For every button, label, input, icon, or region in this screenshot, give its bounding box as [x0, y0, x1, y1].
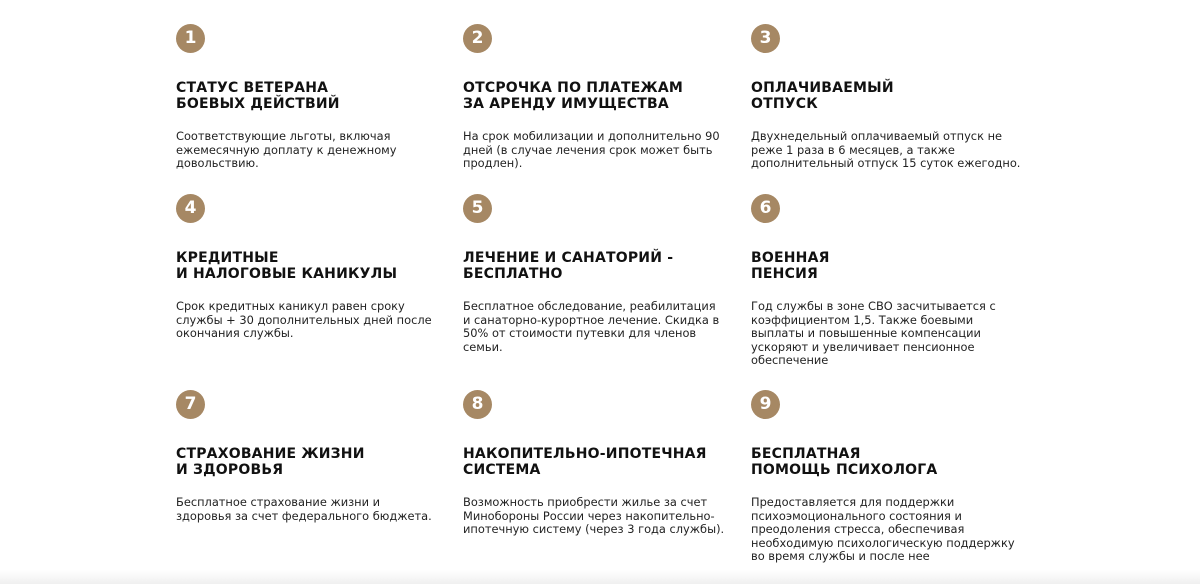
number-badge: 8 [463, 390, 492, 419]
benefit-description: Бесплатное страхование жизни и здоровья за счет федерального бюджета. [176, 495, 432, 523]
benefit-description: Предоставляется для поддержки психоэмоционального состояния и преодоления стресса, обеспечивая необходимую психологическую поддержку во время службы и после нее [751, 495, 1015, 564]
number-badge: 4 [176, 194, 205, 223]
number-badge: 7 [176, 390, 205, 419]
benefit-title: БЕСПЛАТНАЯ ПОМОЩЬ ПСИХОЛОГА [751, 446, 938, 478]
benefit-description: Год службы в зоне СВО засчитывается с коэффициентом 1,5. Также боевыми выплаты и повышенные компенсации ускоряют и увеличивает пенсионное обеспечение [751, 299, 996, 368]
benefit-title: СТРАХОВАНИЕ ЖИЗНИ И ЗДОРОВЬЯ [176, 446, 365, 478]
benefit-title: ОТСРОЧКА ПО ПЛАТЕЖАМ ЗА АРЕНДУ ИМУЩЕСТВА [463, 80, 684, 112]
number-badge: 6 [751, 194, 780, 223]
number-badge: 2 [463, 24, 492, 53]
benefit-title: ОПЛАЧИВАЕМЫЙ ОТПУСК [751, 80, 894, 112]
number-badge: 5 [463, 194, 492, 223]
benefit-title: СТАТУС ВЕТЕРАНА БОЕВЫХ ДЕЙСТВИЙ [176, 80, 340, 112]
benefit-description: Срок кредитных каникул равен сроку службы + 30 дополнительных дней после окончания службы. [176, 299, 432, 341]
number-badge: 1 [176, 24, 205, 53]
benefit-title: НАКОПИТЕЛЬНО-ИПОТЕЧНАЯ СИСТЕМА [463, 446, 707, 478]
benefit-title: ВОЕННАЯ ПЕНСИЯ [751, 250, 830, 282]
bottom-edge-shadow [0, 570, 1200, 584]
benefit-description: Бесплатное обследование, реабилитация и санаторно-курортное лечение. Скидка в 50% от стоимости путевки для членов семьи. [463, 299, 720, 354]
benefit-description: Двухнедельный оплачиваемый отпуск не реже 1 раза в 6 месяцев, а также дополнительный отпуск 15 суток ежегодно. [751, 129, 1021, 171]
benefit-title: ЛЕЧЕНИЕ И САНАТОРИЙ - БЕСПЛАТНО [463, 250, 674, 282]
benefit-description: На срок мобилизации и дополнительно 90 дней (в случае лечения срок может быть продлен). [463, 129, 720, 171]
number-badge: 9 [751, 390, 780, 419]
benefit-description: Возможность приобрести жилье за счет Минобороны России через накопительно-ипотечную систему (через 3 года службы). [463, 495, 725, 537]
benefit-description: Соответствующие льготы, включая ежемесячную доплату к денежному довольствию. [176, 129, 397, 171]
number-badge: 3 [751, 24, 780, 53]
benefit-title: КРЕДИТНЫЕ И НАЛОГОВЫЕ КАНИКУЛЫ [176, 250, 398, 282]
